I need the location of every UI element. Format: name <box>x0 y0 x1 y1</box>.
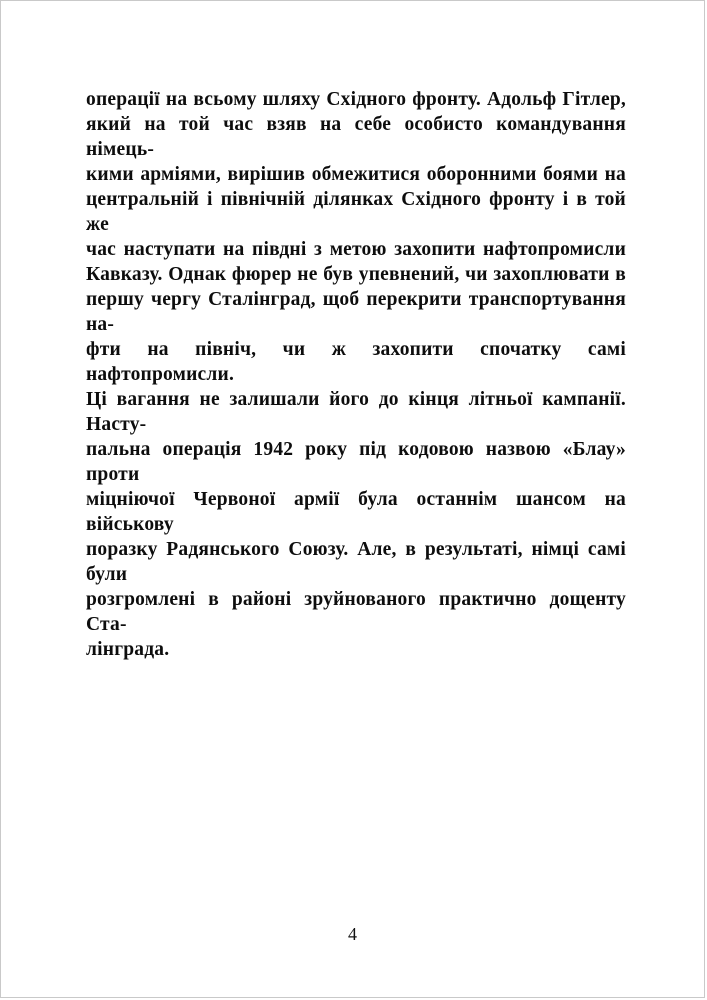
text-line: операції на всьому шляху Східного фронту. Адольф Гітлер, <box>86 89 626 110</box>
text-line: Кавказу. Однак фюрер не був упевнений, чи захоплювати в <box>86 264 626 285</box>
text-line: центральній і північній ділянках Східного фронту і в той же <box>86 189 626 235</box>
text-line: Ці вагання не залишали його до кінця літньої кампанії. Насту- <box>86 389 626 435</box>
text-line: пальна операція 1942 року під кодовою назвою «Блау» проти <box>86 439 626 485</box>
text-line: поразку Радянського Союзу. Але, в результаті, німці самі були <box>86 539 626 585</box>
page-number: 4 <box>348 924 357 944</box>
text-line: який на той час взяв на себе особисто командування німець- <box>86 114 626 160</box>
text-line: фти на північ, чи ж захопити спочатку самі нафтопромисли. <box>86 339 626 385</box>
body-text <box>86 87 626 662</box>
text-line: міцніючої Червоної армії була останнім шансом на військову <box>86 489 626 535</box>
text-line: лінграда. <box>86 639 170 660</box>
text-line: першу чергу Сталінград, щоб перекрити транспортування на- <box>86 289 626 335</box>
text-line: розгромлені в районі зруйнованого практично дощенту Ста- <box>86 589 626 635</box>
text-line: час наступати на півдні з метою захопити нафтопромисли <box>86 239 626 260</box>
text-line: кими арміями, вирішив обмежитися оборонними боями на <box>86 164 626 185</box>
